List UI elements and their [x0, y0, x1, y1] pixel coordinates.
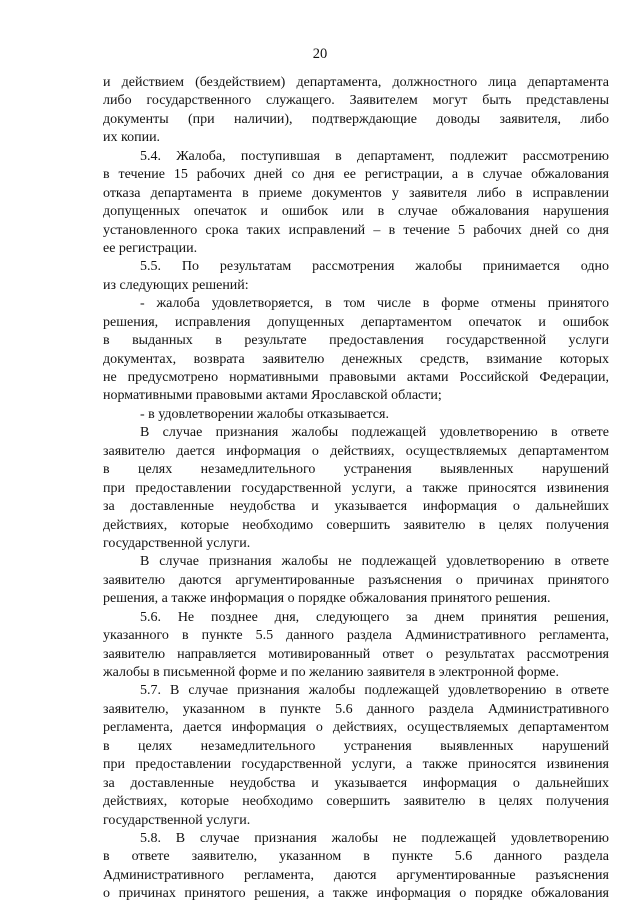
text-line: в ответе заявителю, указанном в пункте 5.6 данного раздела — [103, 849, 609, 865]
text-line: решения, а также информация о порядке обжалования принятого решения. — [103, 591, 551, 607]
text-line: при предоставлении государственной услуги, а также приносятся извинения — [103, 480, 609, 496]
text-line: указанного в пункте 5.5 данного раздела Административного регламента, — [103, 628, 609, 644]
text-line: в течение 15 рабочих дней со дня ее регистрации, а в случае обжалования — [103, 167, 609, 183]
text-line: действиях, которые необходимо совершить заявителю в целях получения — [103, 794, 609, 810]
page-number: 20 — [312, 46, 328, 62]
text-line: ее регистрации. — [103, 240, 198, 256]
text-line: решения, исправления допущенных департаментом опечаток и ошибок — [103, 314, 609, 330]
text-line: их копии. — [103, 130, 161, 146]
text-line: из следующих решений: — [103, 277, 249, 293]
text-line: и действием (бездействием) департамента, должностного лица департамента — [103, 75, 609, 90]
text-line: - жалоба удовлетворяется, в том числе в форме отмены принятого — [140, 296, 609, 312]
text-line: государственной услуги. — [103, 812, 251, 828]
text-line: В случае признания жалобы подлежащей удовлетворению в ответе — [140, 425, 609, 441]
text-line: - в удовлетворении жалобы отказывается. — [140, 406, 389, 422]
text-line: заявителю направляется мотивированный ответ о результатах рассмотрения — [103, 646, 609, 662]
text-line: о причинах принятого решения, а также информация о порядке обжалования — [103, 886, 609, 902]
text-line: 5.8. В случае признания жалобы не подлежащей удовлетворению — [140, 830, 609, 846]
text-line: в целях незамедлительного устранения выявленных нарушений — [103, 462, 609, 478]
text-line: за доставленные неудобства и указывается информация о дальнейших — [103, 775, 609, 791]
text-line: документах, возврата заявителю денежных средств, взимание которых — [103, 351, 609, 367]
text-line: 5.4. Жалоба, поступившая в департамент, подлежит рассмотрению — [140, 148, 609, 164]
text-line: допущенных опечаток и ошибок или в случае обжалования нарушения — [103, 204, 609, 220]
text-line: государственной услуги. — [103, 535, 251, 551]
text-line: либо государственного служащего. Заявителем могут быть представлены — [103, 93, 609, 109]
text-line: заявителю даются аргументированные разъяснения о причинах принятого — [103, 572, 609, 588]
text-line: при предоставлении государственной услуги, а также приносятся извинения — [103, 757, 609, 773]
text-line: жалобы в письменной форме и по желанию заявителя в электронной форме. — [103, 665, 559, 680]
text-line: документы (при наличии), подтверждающие доводы заявителя, либо — [103, 111, 609, 127]
text-line: Административного регламента, даются аргументированные разъяснения — [103, 867, 609, 883]
text-line: В случае признания жалобы не подлежащей удовлетворению в ответе — [140, 554, 609, 570]
document-body — [103, 74, 609, 904]
text-line: установленного срока таких исправлений – в течение 5 рабочих дней со дня — [103, 222, 609, 238]
text-line: нормативными правовыми актами Ярославской области; — [103, 388, 442, 404]
text-line: не предусмотрено нормативными правовыми актами Российской Федерации, — [103, 370, 609, 385]
text-line: 5.7. В случае признания жалобы подлежащей удовлетворению в ответе — [140, 683, 609, 699]
text-line: в целях незамедлительного устранения выявленных нарушений — [103, 738, 609, 754]
text-line: действиях, которые необходимо совершить заявителю в целях получения — [103, 517, 609, 533]
text-line: отказа департамента в приеме документов у заявителя либо в исправлении — [103, 185, 609, 201]
text-line: за доставленные неудобства и указывается информация о дальнейших — [103, 499, 609, 515]
text-line: регламента, дается информация о действиях, осуществляемых департаментом — [103, 720, 609, 736]
text-line: 5.5. По результатам рассмотрения жалобы принимается одно — [140, 259, 609, 275]
text-line: 5.6. Не позднее дня, следующего за днем принятия решения, — [140, 609, 609, 625]
text-line: заявителю дается информация о действиях, осуществляемых департаментом — [103, 443, 609, 459]
text-line: заявителю, указанном в пункте 5.6 данного раздела Административного — [103, 701, 609, 717]
text-line: в выданных в результате предоставления государственной услуги — [103, 333, 609, 349]
